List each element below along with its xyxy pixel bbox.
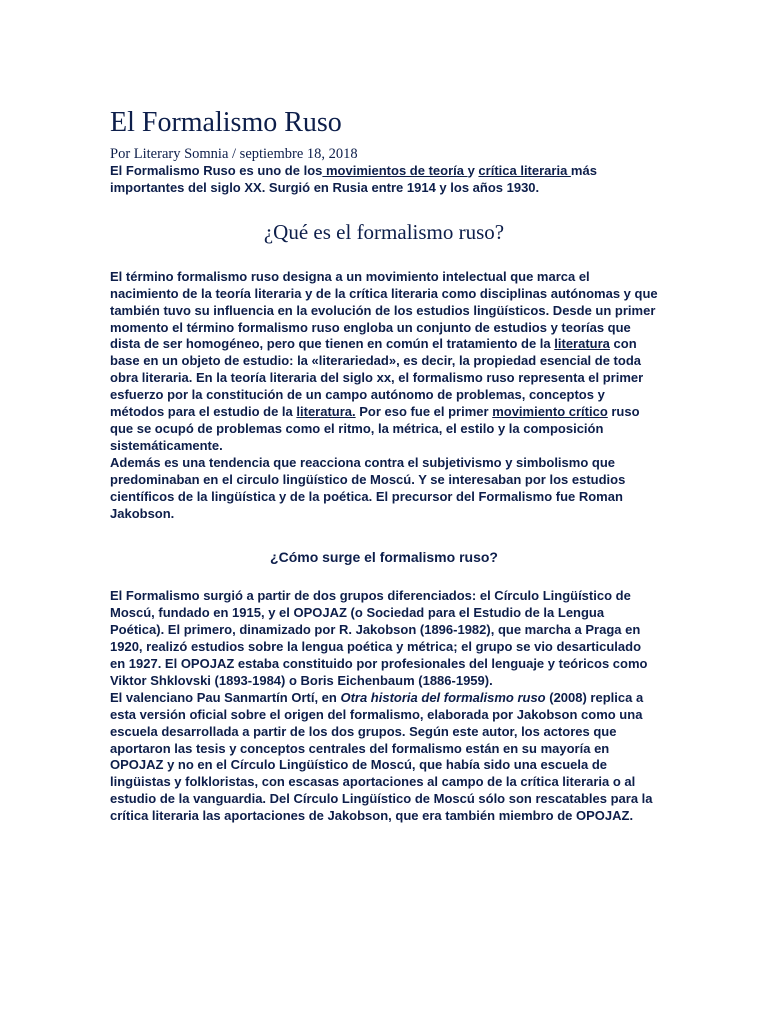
section1-text-5: Además es una tendencia que reacciona contra el subjetivismo y simbolismo que predominaban en el circulo lingüístico de Moscú. Y se interesaban por los estudios científicos de la lingüística y de la poética. El precursor del Formalismo fue Roman Jakobson. — [110, 454, 626, 521]
section2-text-1: El Formalismo surgió a partir de dos grupos diferenciados: el Círculo Lingüístico de Moscú, fundado en 1915, y el OPOJAZ (o Sociedad para el Estudio de la Lengua Poética). El primero, dinamizado por R. Jakobson (1896-1982), que marcha a Praga en 1920, realizó estudios sobre la lengua poética y métrica; el grupo se vio desarticulado en 1927. El OPOJAZ estaba constituido por profesionales del lenguaje y teóricos como Viktor Shklovski (1893-1984) o Boris Eichenbaum (1886-1959). — [110, 588, 648, 688]
book-title-italic: Otra historia del formalismo ruso — [340, 689, 546, 705]
section-heading-como-surge: ¿Cómo surge el formalismo ruso? — [270, 549, 498, 566]
section1-paragraph — [110, 269, 658, 523]
section2-text-2: El valenciano Pau Sanmartín Ortí, en — [110, 689, 341, 705]
section1-text-2: con base en un objeto de estudio: la «literariedad», es decir, la propiedad esencial de toda obra literaria. En la teoría literaria del siglo xx, el formalismo ruso representa el primer esfuerzo por la constitución de un campo autónomo de problemas, conceptos y métodos para el estudio de la — [110, 336, 644, 420]
article-title: El Formalismo Ruso — [110, 107, 342, 138]
intro-paragraph — [110, 163, 658, 197]
link-literatura-1[interactable]: literatura — [554, 336, 610, 352]
section1-text-1: El término formalismo ruso designa a un movimiento intelectual que marca el nacimiento de la teoría literaria y de la crítica literaria como disciplinas autónomas y que también tuvo su influencia en la evolución de los estudios lingüísticos. Desde un primer momento el término formalismo ruso engloba un conjunto de estudios y teorías que dista de ser homogéneo, pero que tienen en común el tratamiento de la — [110, 268, 658, 352]
intro-text-2: y — [467, 163, 479, 178]
link-critica-literaria[interactable]: crítica literaria — [478, 163, 571, 178]
link-movimientos-de-teoria[interactable]: movimientos de teoría — [322, 163, 468, 178]
article — [110, 104, 658, 825]
intro-text-3: más importantes del siglo XX. Surgió en Rusia entre 1914 y los años 1930. — [110, 163, 597, 195]
section1-text-4: ruso que se ocupó de problemas como el ritmo, la métrica, el estilo y la composición sistemáticamente. — [110, 404, 640, 453]
section2-text-3: (2008) replica a esta versión oficial sobre el origen del formalismo, elaborada por Jakobson como una escuela desarrollada a partir de los dos grupos. Según este autor, los actores que aportaron las tesis y conceptos centrales del formalismo están en su mayoría en OPOJAZ y no en el Círculo Lingüístico de Moscú, que había sido una escuela de lingüistas y folkloristas, con escasas aportaciones al campo de la crítica literaria o al estudio de la vanguardia. Del Círculo Lingüístico de Moscú sólo son rescatables para la crítica literaria las aportaciones de Jakobson, que era también miembro de OPOJAZ. — [110, 689, 653, 824]
section2-paragraph — [110, 588, 658, 825]
intro-text-1: El Formalismo Ruso es uno de los — [110, 163, 323, 178]
byline: Por Literary Somnia / septiembre 18, 2018 — [110, 146, 358, 162]
link-movimiento-critico[interactable]: movimiento crítico — [492, 404, 608, 420]
section-heading-que-es: ¿Qué es el formalismo ruso? — [263, 219, 505, 244]
link-literatura-2[interactable]: literatura. — [296, 404, 356, 420]
section1-text-3: Por eso fue el primer — [355, 404, 493, 420]
